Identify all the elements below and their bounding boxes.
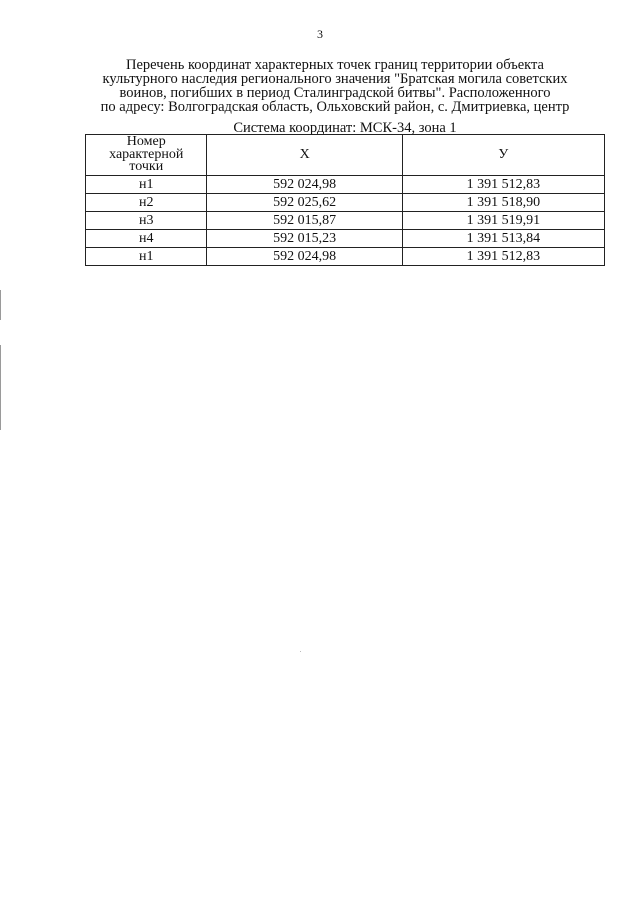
cell-y: 1 391 512,83 <box>402 176 604 194</box>
header-point-line-3: точки <box>129 159 164 175</box>
cell-point: н1 <box>86 176 207 194</box>
table-row <box>86 176 605 194</box>
cell-x: 592 024,98 <box>207 248 402 266</box>
table-row <box>86 248 605 266</box>
table-row <box>86 212 605 230</box>
heading-line-3: воинов, погибших в период Сталинградской битвы". Расположенного <box>119 85 551 101</box>
cell-y: 1 391 512,83 <box>402 248 604 266</box>
table-row <box>86 194 605 212</box>
header-x: X <box>207 135 402 176</box>
cell-point: н2 <box>86 194 207 212</box>
cell-y: 1 391 518,90 <box>402 194 604 212</box>
table-row <box>86 230 605 248</box>
heading-line-1: Перечень координат характерных точек границ территории объекта <box>126 57 544 73</box>
coordinates-table <box>85 134 605 266</box>
header-point-line-2: характерной <box>109 146 184 162</box>
cell-point: н3 <box>86 212 207 230</box>
heading-line-4: по адресу: Волгоградская область, Ольховский район, с. Дмитриевка, центр <box>100 99 570 115</box>
table-header-row <box>86 135 605 176</box>
cell-x: 592 015,23 <box>207 230 402 248</box>
scan-margin-mark <box>0 345 1 430</box>
document-heading <box>70 58 600 114</box>
coordinate-system-caption: Система координат: МСК-34, зона 1 <box>233 120 457 136</box>
page-number: 3 <box>317 27 323 41</box>
header-point-line-1: Номер <box>126 134 166 150</box>
cell-x: 592 025,62 <box>207 194 402 212</box>
cell-x: 592 024,98 <box>207 176 402 194</box>
cell-point: н4 <box>86 230 207 248</box>
header-y: У <box>402 135 604 176</box>
scan-margin-mark <box>0 290 1 320</box>
cell-y: 1 391 519,91 <box>402 212 604 230</box>
scan-speck <box>300 651 301 652</box>
header-point-number <box>86 135 207 176</box>
cell-x: 592 015,87 <box>207 212 402 230</box>
cell-y: 1 391 513,84 <box>402 230 604 248</box>
heading-line-2: культурного наследия регионального значения "Братская могила советских <box>102 71 568 87</box>
cell-point: н1 <box>86 248 207 266</box>
